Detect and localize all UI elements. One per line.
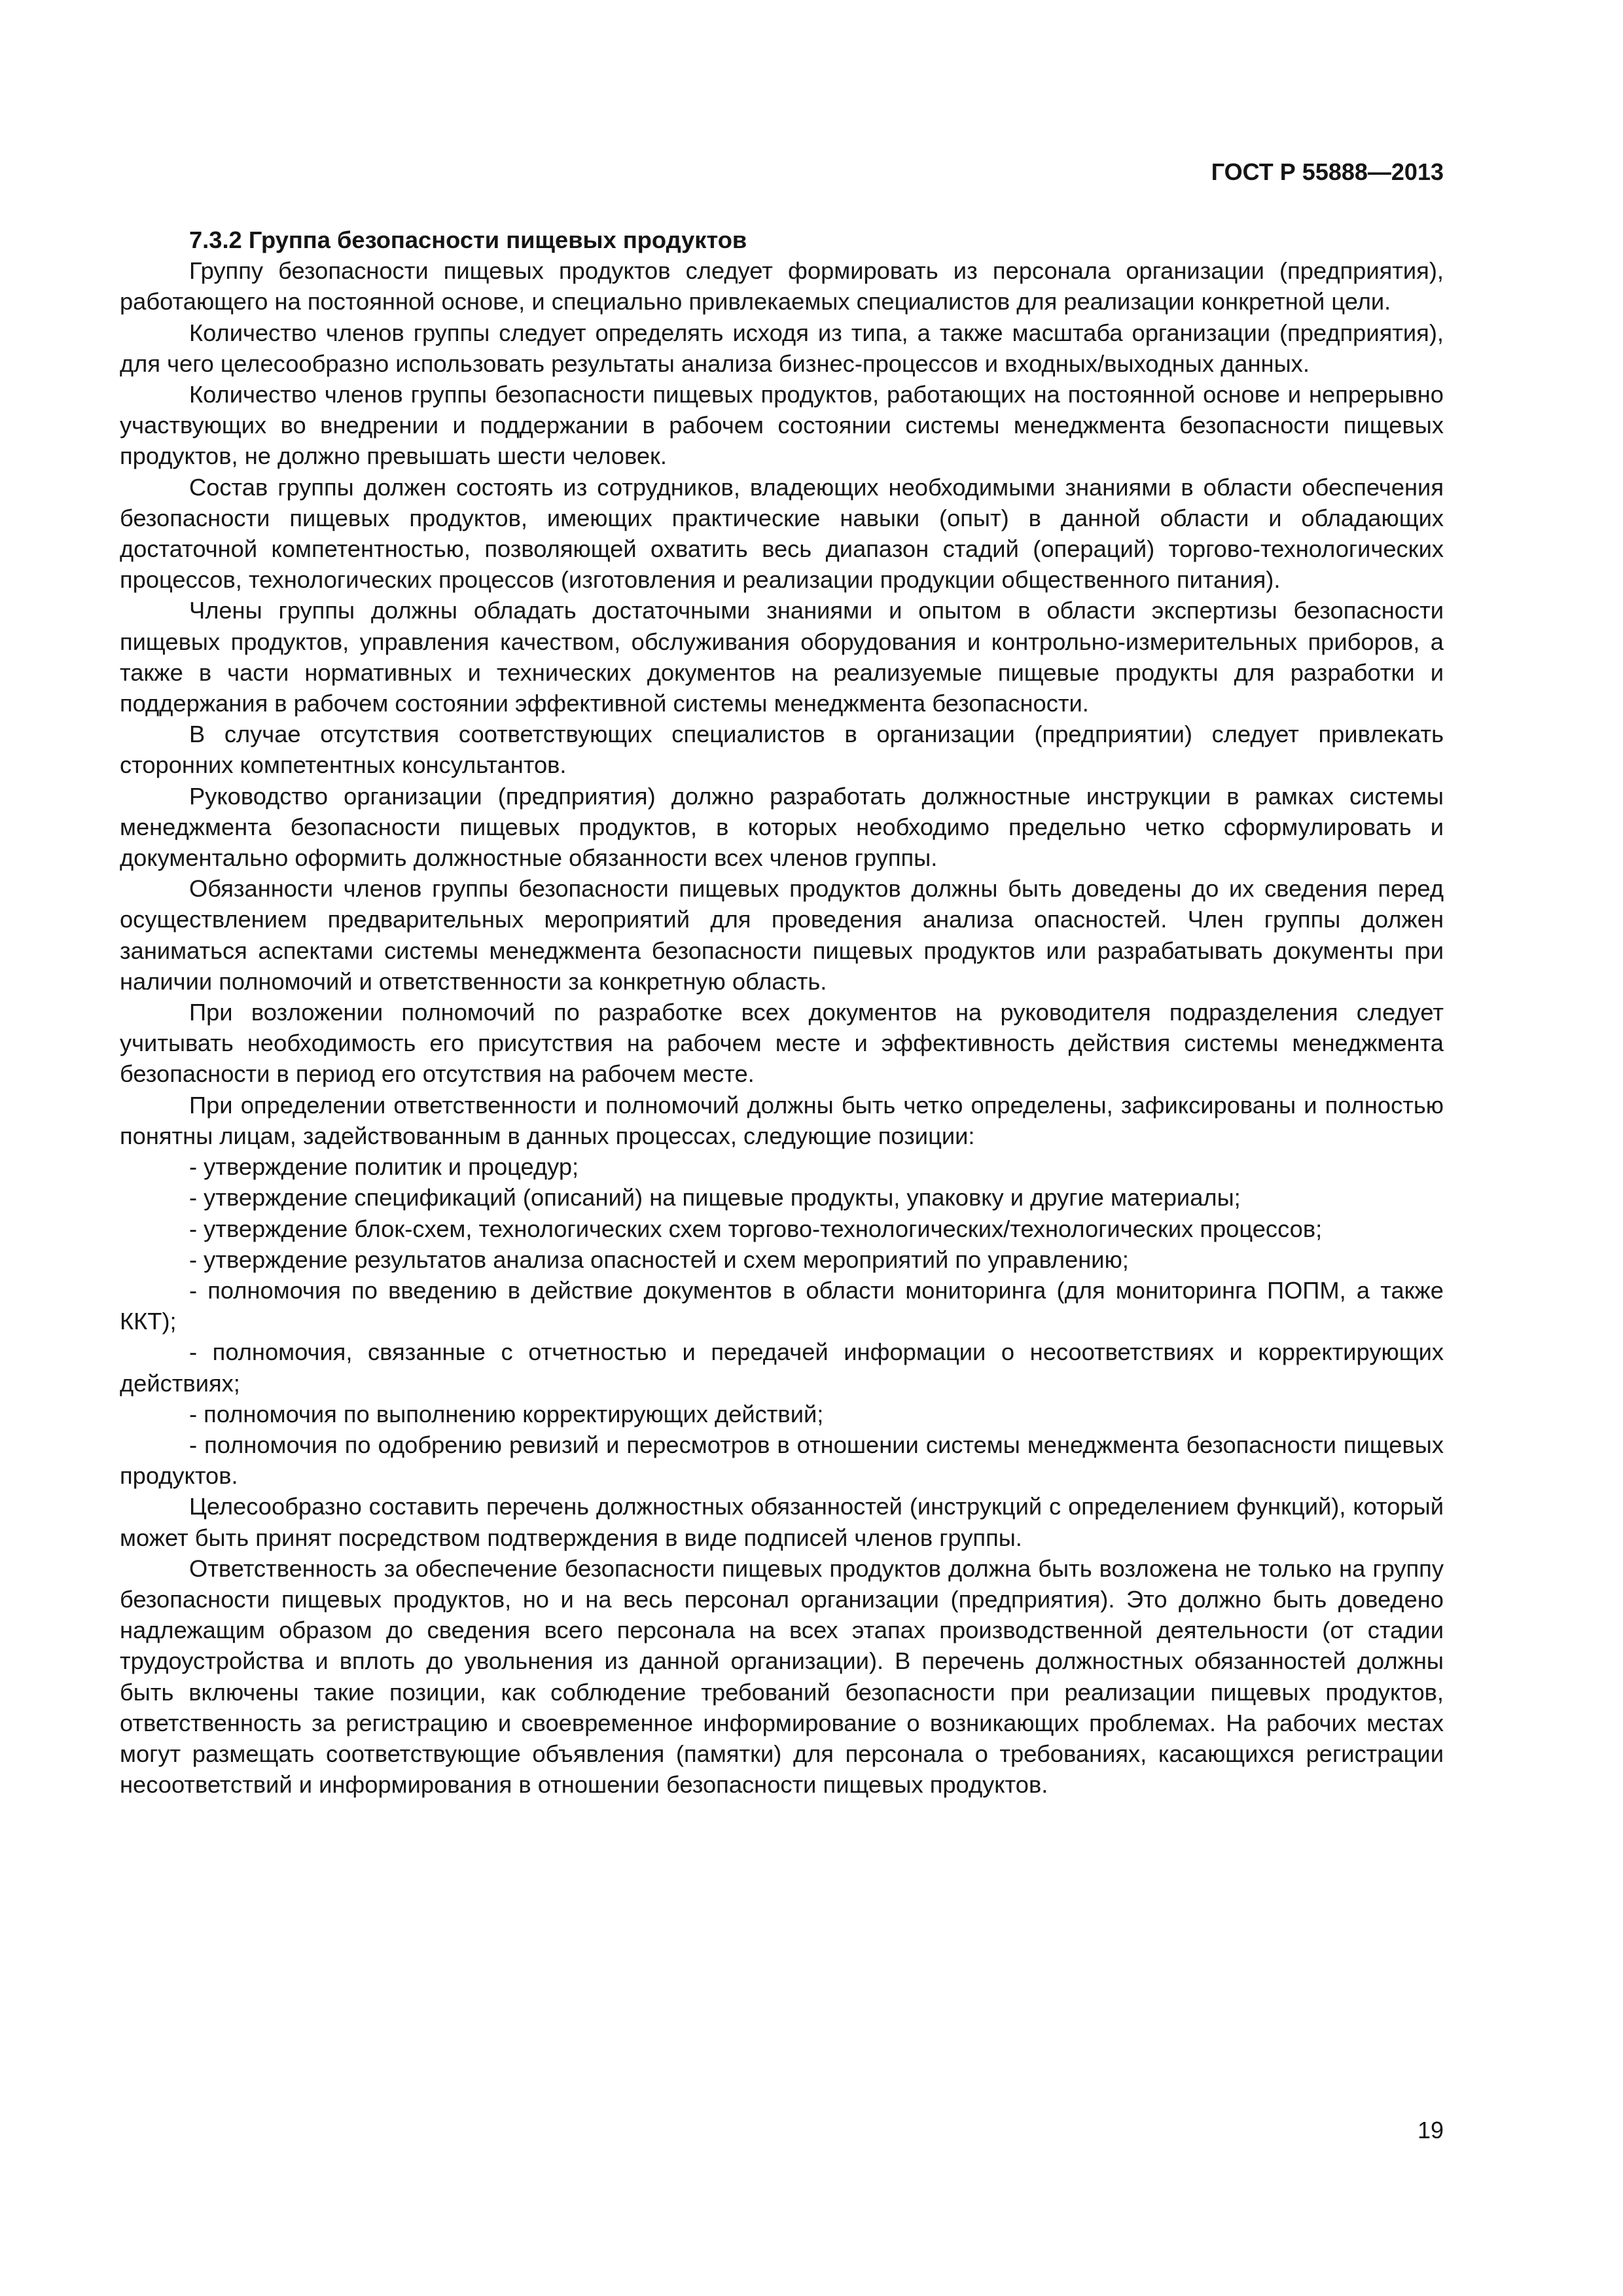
- section-title: 7.3.2 Группа безопасности пищевых продуктов: [189, 226, 747, 253]
- paragraph: При возложении полномочий по разработке всех документов на руководителя подразделения следует учитывать необходимость его присутствия на рабочем месте и эффективность действия системы менеджмента безопасности в период его отсутствия на рабочем месте.: [120, 999, 1444, 1088]
- document-body: [120, 224, 1444, 1800]
- paragraph: Количество членов группы безопасности пищевых продуктов, работающих на постоянной основе и непрерывно участвующих во внедрении и поддержании в рабочем состоянии системы менеджмента безопасности пищевых продуктов, не должно превышать шести человек.: [120, 381, 1444, 470]
- paragraph: Обязанности членов группы безопасности пищевых продуктов должны быть доведены до их сведения перед осуществлением предварительных мероприятий для проведения анализа опасностей. Член группы должен заниматься аспектами системы менеджмента безопасности пищевых продуктов или разрабатывать документы при наличии полномочий и ответственности за конкретную область.: [120, 875, 1444, 995]
- paragraph: Ответственность за обеспечение безопасности пищевых продуктов должна быть возложена не только на группу безопасности пищевых продуктов, но и на весь персонал организации (предприятия). Это должно быть доведено надлежащим образом до сведения всего персонала на всех этапах производственной деятельности (от стадии трудоустройства и вплоть до увольнения из данной организации). В перечень должностных обязанностей должны быть включены такие позиции, как соблюдение требований безопасности при реализации пищевых продуктов, ответственность за регистрацию и своевременное информирование о возникающих проблемах. На рабочих местах могут размещать соответствующие объявления (памятки) для персонала о требованиях, касающихся регистрации несоответствий и информирования в отношении безопасности пищевых продуктов.: [120, 1554, 1444, 1799]
- paragraph: В случае отсутствия соответствующих специалистов в организации (предприятии) следует привлекать сторонних компетентных консультантов.: [120, 721, 1444, 779]
- list-item: - полномочия по выполнению корректирующих действий;: [189, 1400, 824, 1427]
- list-item: - утверждение политик и процедур;: [189, 1153, 579, 1181]
- page-number: 19: [1417, 2117, 1444, 2144]
- list-item: - полномочия по введению в действие документов в области мониторинга (для мониторинга ПОПМ, а также ККТ);: [120, 1276, 1444, 1335]
- list-item: - полномочия по одобрению ревизий и пересмотров в отношении системы менеджмента безопасности пищевых продуктов.: [120, 1431, 1444, 1490]
- paragraph: Целесообразно составить перечень должностных обязанностей (инструкций с определением функций), который может быть принят посредством подтверждения в виде подписей членов группы.: [120, 1493, 1444, 1551]
- paragraph: Количество членов группы следует определять исходя из типа, а также масштаба организации (предприятия), для чего целесообразно использовать результаты анализа бизнес-процессов и входных/выходных данных.: [120, 319, 1444, 377]
- list-item: - утверждение блок-схем, технологических схем торгово-технологических/технологических процессов;: [189, 1215, 1323, 1242]
- list-item: - утверждение результатов анализа опасностей и схем мероприятий по управлению;: [189, 1246, 1129, 1273]
- paragraph: Группу безопасности пищевых продуктов следует формировать из персонала организации (предприятия), работающего на постоянной основе, и специально привлекаемых специалистов для реализации конкретной цели.: [120, 257, 1444, 315]
- list-item: - полномочия, связанные с отчетностью и передачей информации о несоответствиях и корректирующих действиях;: [120, 1338, 1444, 1397]
- list-item: - утверждение спецификаций (описаний) на пищевые продукты, упаковку и другие материалы;: [189, 1184, 1241, 1211]
- paragraph: Руководство организации (предприятия) должно разработать должностные инструкции в рамках системы менеджмента безопасности пищевых продуктов, в которых необходимо предельно четко сформулировать и документально оформить должностные обязанности всех членов группы.: [120, 782, 1444, 872]
- paragraph: При определении ответственности и полномочий должны быть четко определены, зафиксированы и полностью понятны лицам, задействованным в данных процессах, следующие позиции:: [120, 1091, 1444, 1149]
- paragraph: Состав группы должен состоять из сотрудников, владеющих необходимыми знаниями в области обеспечения безопасности пищевых продуктов, имеющих практические навыки (опыт) в данной области и обладающих достаточной компетентностью, позволяющей охватить весь диапазон стадий (операций) торгово-технологических процессов, технологических процессов (изготовления и реализации продукции общественного питания).: [120, 473, 1444, 594]
- document-header: ГОСТ Р 55888—2013: [1211, 158, 1444, 185]
- paragraph: Члены группы должны обладать достаточными знаниями и опытом в области экспертизы безопасности пищевых продуктов, управления качеством, обслуживания оборудования и контрольно-измерительных приборов, а также в части нормативных и технических документов на реализуемые пищевые продукты для разработки и поддержания в рабочем состоянии эффективной системы менеджмента безопасности.: [120, 597, 1444, 717]
